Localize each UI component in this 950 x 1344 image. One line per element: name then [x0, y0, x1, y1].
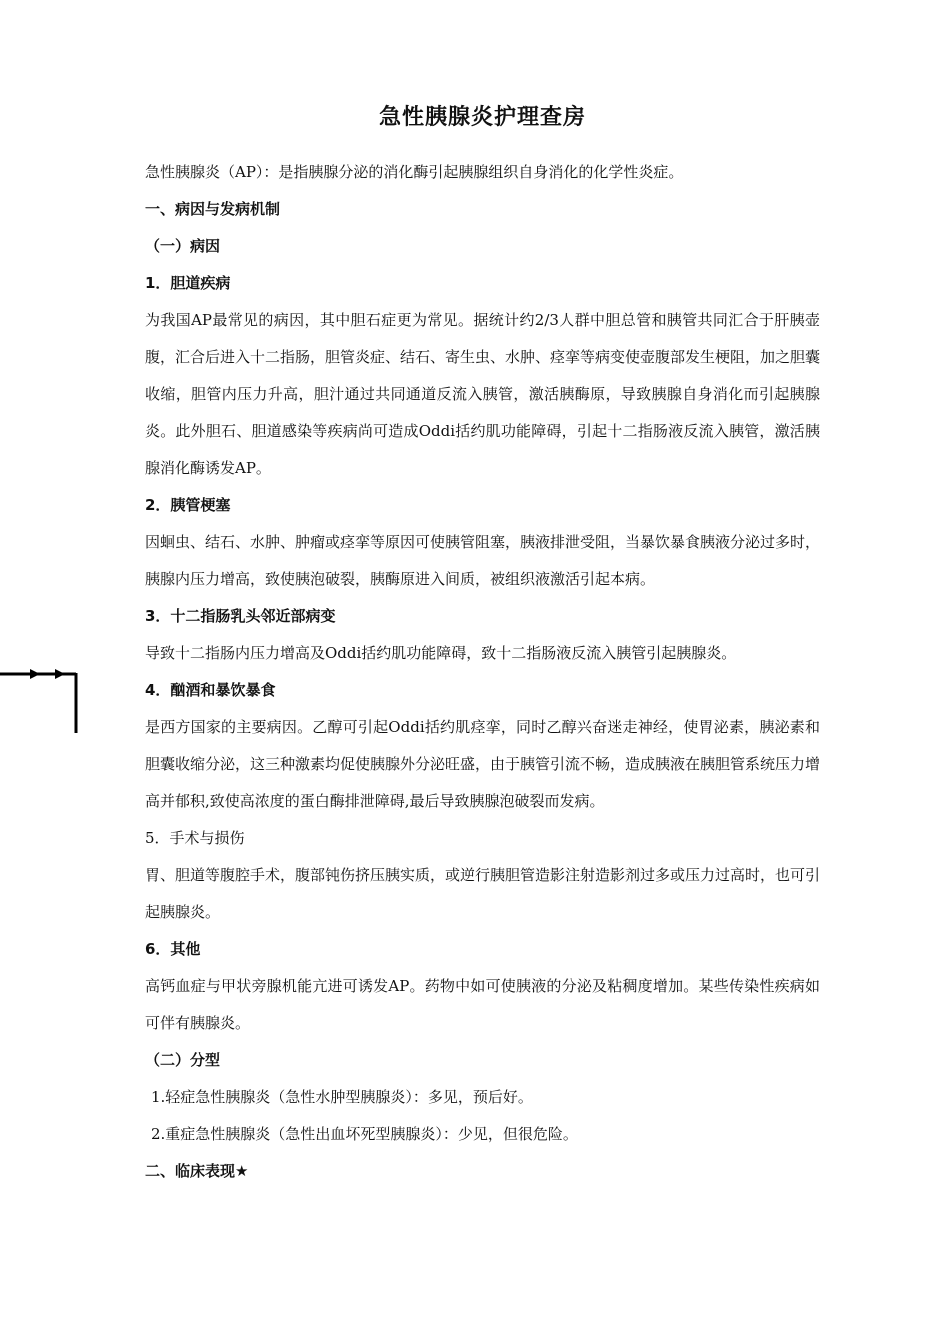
item-heading: 6．其他	[145, 940, 201, 958]
item-heading: 2．胰管梗塞	[145, 496, 231, 514]
item-text: 高钙血症与甲状旁腺机能亢进可诱发AP。药物中如可使胰液的分泌及粘稠度增加。某些传染性疾病如可伴有胰腺炎。	[145, 977, 820, 1032]
item-heading: 1．胆道疾病	[145, 274, 231, 292]
subsection-heading-causes: （一）病因	[145, 237, 221, 255]
item-text: 胃、胆道等腹腔手术，腹部钝伤挤压胰实质，或逆行胰胆管造影注射造影剂过多或压力过高时，也可引起胰腺炎。	[145, 866, 821, 921]
document-title: 急性胰腺炎护理查房	[378, 105, 586, 130]
type-item: 1.轻症急性胰腺炎（急性水肿型胰腺炎）：多见，预后好。	[151, 1088, 533, 1106]
subsection-heading-types: （二）分型	[145, 1051, 221, 1069]
margin-arrow-mark	[0, 665, 90, 735]
section-heading-clinical: 二、临床表现★	[145, 1162, 249, 1180]
item-text: 是西方国家的主要病因。乙醇可引起Oddi括约肌痉挛，同时乙醇兴奋迷走神经，使胃泌素，胰泌素和胆囊收缩分泌，这三种激素均促使胰腺外分泌旺盛，由于胰管引流不畅，造成胰液在胰胆管系统压力增高并郁积,致使高浓度的蛋白酶排泄障碍,最后导致胰腺泡破裂而发病。	[145, 718, 821, 810]
item-heading: 5．手术与损伤	[145, 829, 245, 847]
item-text: 导致十二指肠内压力增高及Oddi括约肌功能障碍，致十二指肠液反流入胰管引起胰腺炎。	[145, 644, 737, 662]
item-heading: 4．酗酒和暴饮暴食	[145, 681, 276, 699]
section-heading-etiology: 一、病因与发病机制	[145, 200, 281, 218]
document-page	[145, 96, 820, 1190]
intro-paragraph: 急性胰腺炎（AP）：是指胰腺分泌的消化酶引起胰腺组织自身消化的化学性炎症。	[145, 163, 684, 181]
item-heading: 3．十二指肠乳头邻近部病变	[145, 607, 336, 625]
item-text: 为我国AP最常见的病因，其中胆石症更为常见。据统计约2/3人群中胆总管和胰管共同汇合于肝胰壶腹，汇合后进入十二指肠，胆管炎症、结石、寄生虫、水肿、痉挛等病变使壶腹部发生梗阻，加之胆囊收缩，胆管内压力升高，胆汁通过共同通道反流入胰管，激活胰酶原，导致胰腺自身消化而引起胰腺炎。此外胆石、胆道感染等疾病尚可造成Oddi括约肌功能障碍，引起十二指肠液反流入胰管，激活胰腺消化酶诱发AP。	[145, 311, 821, 477]
type-item: 2.重症急性胰腺炎（急性出血坏死型胰腺炎）：少见，但很危险。	[151, 1125, 578, 1143]
item-text: 因蛔虫、结石、水肿、肿瘤或痉挛等原因可使胰管阻塞，胰液排泄受阻，当暴饮暴食胰液分泌过多时，胰腺内压力增高，致使胰泡破裂，胰酶原进入间质，被组织液激活引起本病。	[145, 533, 821, 588]
